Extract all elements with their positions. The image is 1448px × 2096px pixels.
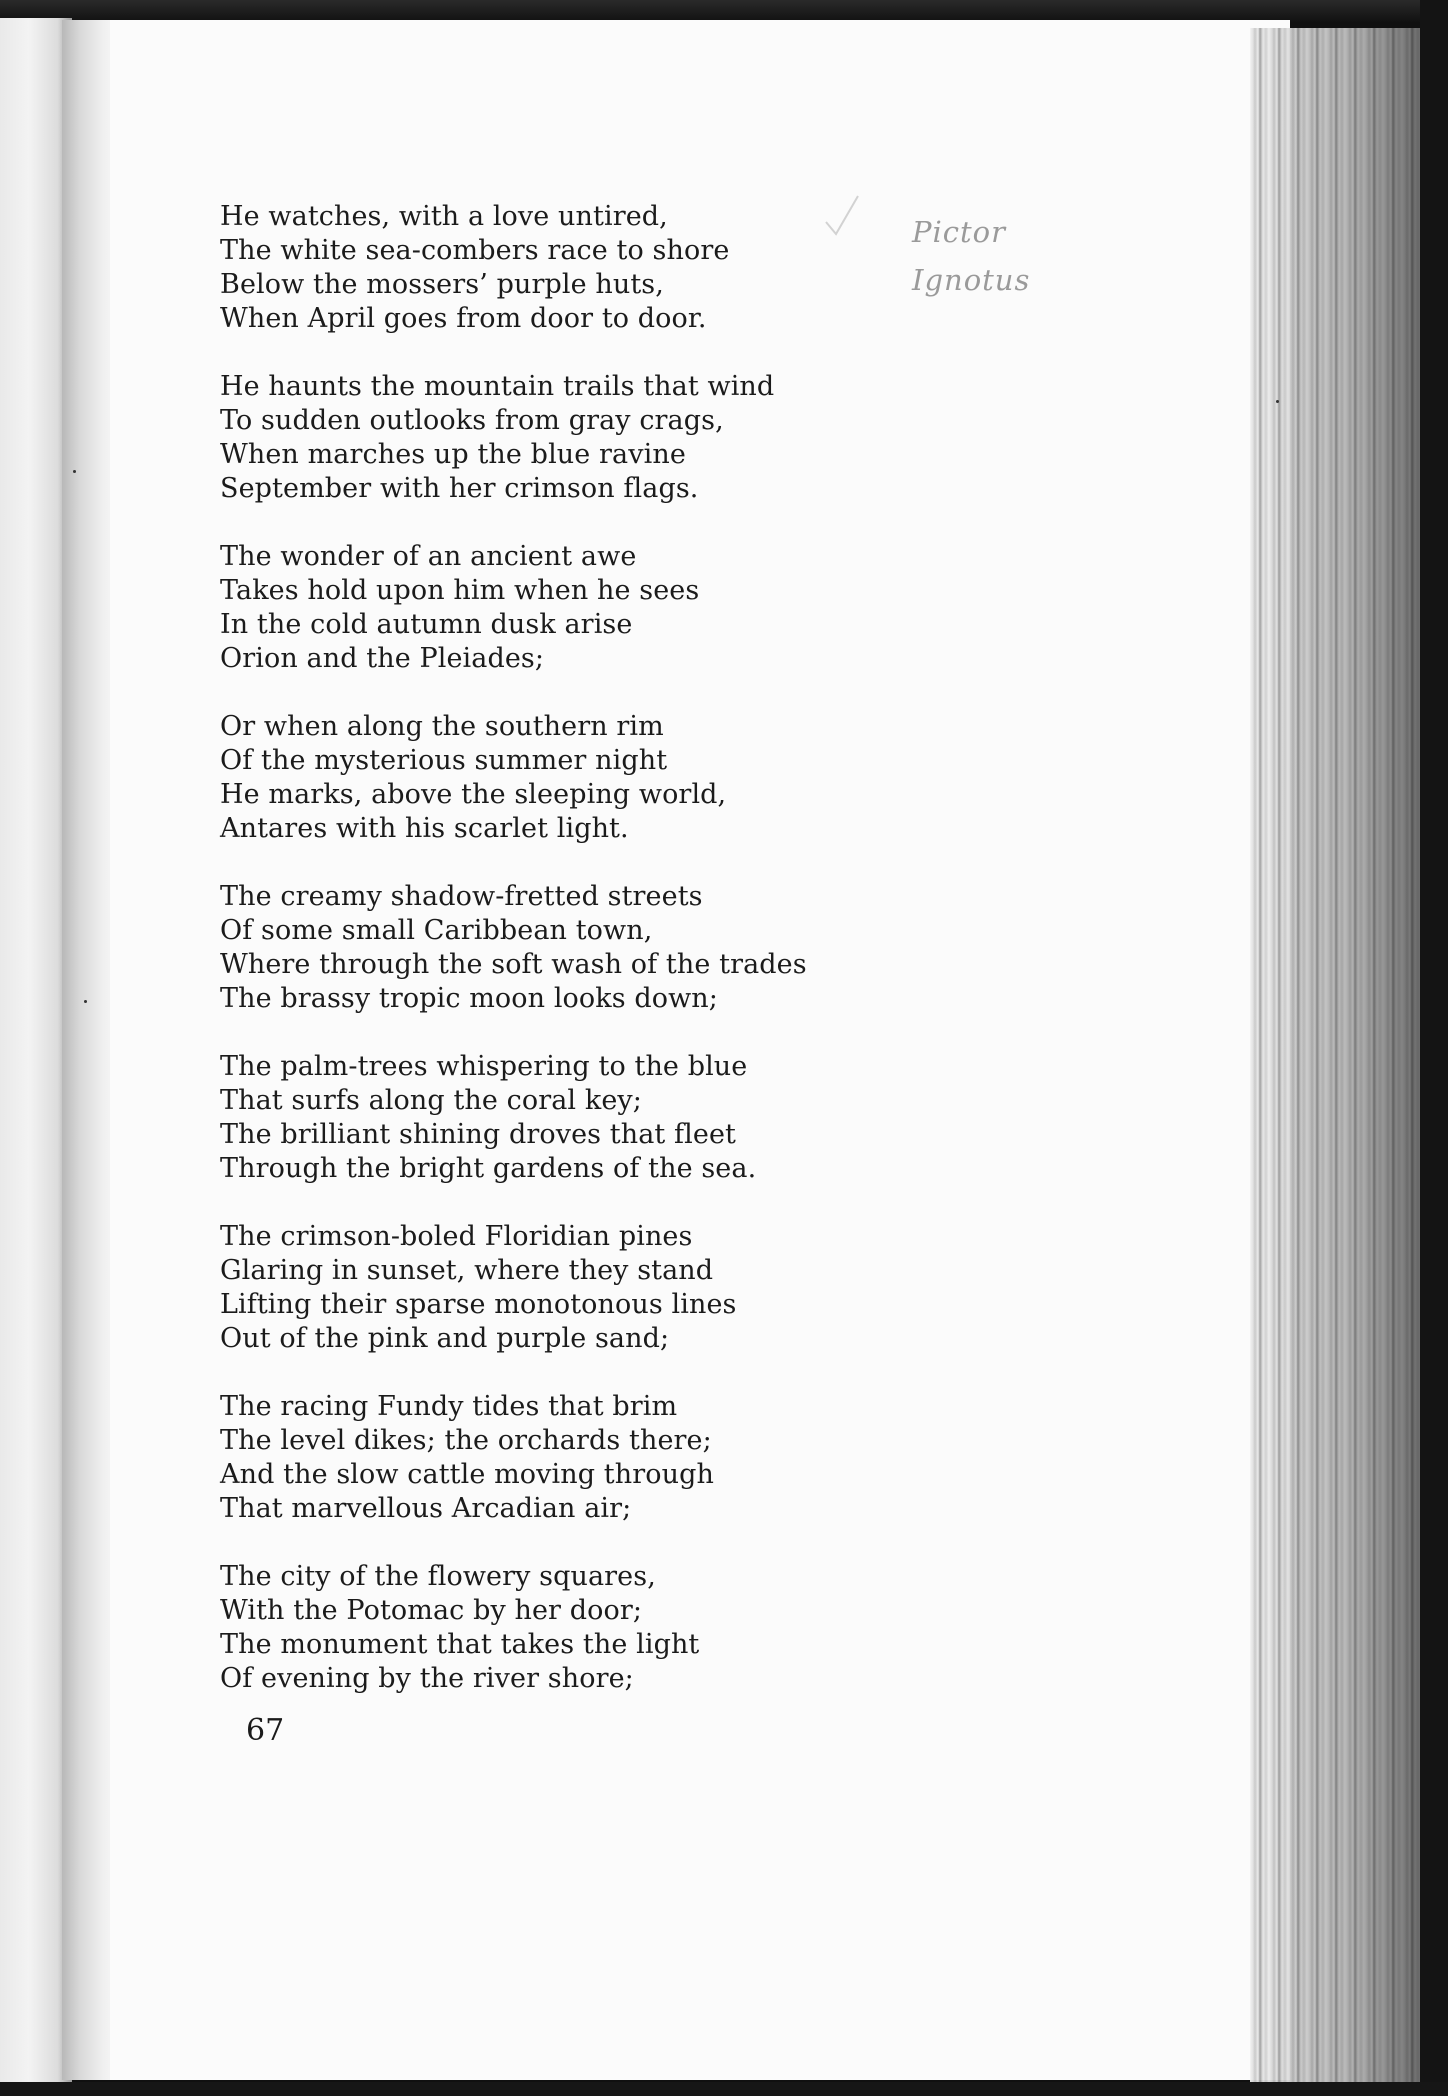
poem-line: Orion and the Pleiades; <box>220 643 545 674</box>
poem-line: The level dikes; the orchards there; <box>220 1425 712 1456</box>
scan-bottom-edge <box>0 2082 1448 2096</box>
stanza <box>220 200 920 336</box>
scan-right-edge <box>1420 0 1448 2096</box>
book-fore-edge <box>1250 28 1435 2096</box>
poem-line: Glaring in sunset, where they stand <box>220 1255 714 1286</box>
poem-line: To sudden outlooks from gray crags, <box>220 405 724 436</box>
poem-line: Where through the soft wash of the trades <box>220 949 807 980</box>
stanza <box>220 1050 920 1186</box>
poem-line: He haunts the mountain trails that wind <box>220 371 775 402</box>
poem-line: Through the bright gardens of the sea. <box>220 1153 757 1184</box>
poem-line: The wonder of an ancient awe <box>220 541 637 572</box>
stanza <box>220 1390 920 1526</box>
poem-line: Antares with his scarlet light. <box>220 813 629 844</box>
poem-line: The brilliant shining droves that fleet <box>220 1119 736 1150</box>
poem-line: He marks, above the sleeping world, <box>220 779 727 810</box>
running-title-line1: Pictor <box>912 215 1007 249</box>
scan-speck <box>1276 400 1279 403</box>
scan-top-edge <box>0 0 1448 22</box>
poem-line: Of some small Caribbean town, <box>220 915 653 946</box>
poem-line: Lifting their sparse monotonous lines <box>220 1289 737 1320</box>
stanza <box>220 540 920 676</box>
poem-line: The palm-trees whispering to the blue <box>220 1051 748 1082</box>
poem-line: The racing Fundy tides that brim <box>220 1391 678 1422</box>
stanza <box>220 710 920 846</box>
running-title-line2: Ignotus <box>912 263 1031 297</box>
stanza <box>220 1560 920 1696</box>
poem-line: With the Potomac by her door; <box>220 1595 643 1626</box>
stanza <box>220 880 920 1016</box>
page-number: 67 <box>246 1713 285 1748</box>
poem-line: Of evening by the river shore; <box>220 1663 634 1694</box>
poem-line: Of the mysterious summer night <box>220 745 668 776</box>
poem-line: The brassy tropic moon looks down; <box>220 983 718 1014</box>
running-title <box>912 212 1030 300</box>
poem-line: Takes hold upon him when he sees <box>220 575 700 606</box>
poem-line: September with her crimson flags. <box>220 473 699 504</box>
poem-line: The crimson-boled Floridian pines <box>220 1221 693 1252</box>
poem-line: In the cold autumn dusk arise <box>220 609 633 640</box>
poem-line: The monument that takes the light <box>220 1629 700 1660</box>
poem-line: He watches, with a love untired, <box>220 201 668 232</box>
poem-line: When April goes from door to door. <box>220 303 707 334</box>
poem-line: That surfs along the coral key; <box>220 1085 642 1116</box>
stanza <box>220 1220 920 1356</box>
poem-body <box>220 200 920 1730</box>
poem-line: Out of the pink and purple sand; <box>220 1323 670 1354</box>
poem-line: The white sea-combers race to shore <box>220 235 730 266</box>
scan-speck <box>73 470 76 473</box>
poem-line: The creamy shadow-fretted streets <box>220 881 703 912</box>
poem-line: When marches up the blue ravine <box>220 439 686 470</box>
poem-line: Below the mossers’ purple huts, <box>220 269 664 300</box>
poem-line: That marvellous Arcadian air; <box>220 1493 632 1524</box>
poem-line: The city of the flowery squares, <box>220 1561 656 1592</box>
scan-speck <box>84 1000 87 1003</box>
poem-line: Or when along the southern rim <box>220 711 664 742</box>
poem-line: And the slow cattle moving through <box>220 1459 714 1490</box>
stanza <box>220 370 920 506</box>
